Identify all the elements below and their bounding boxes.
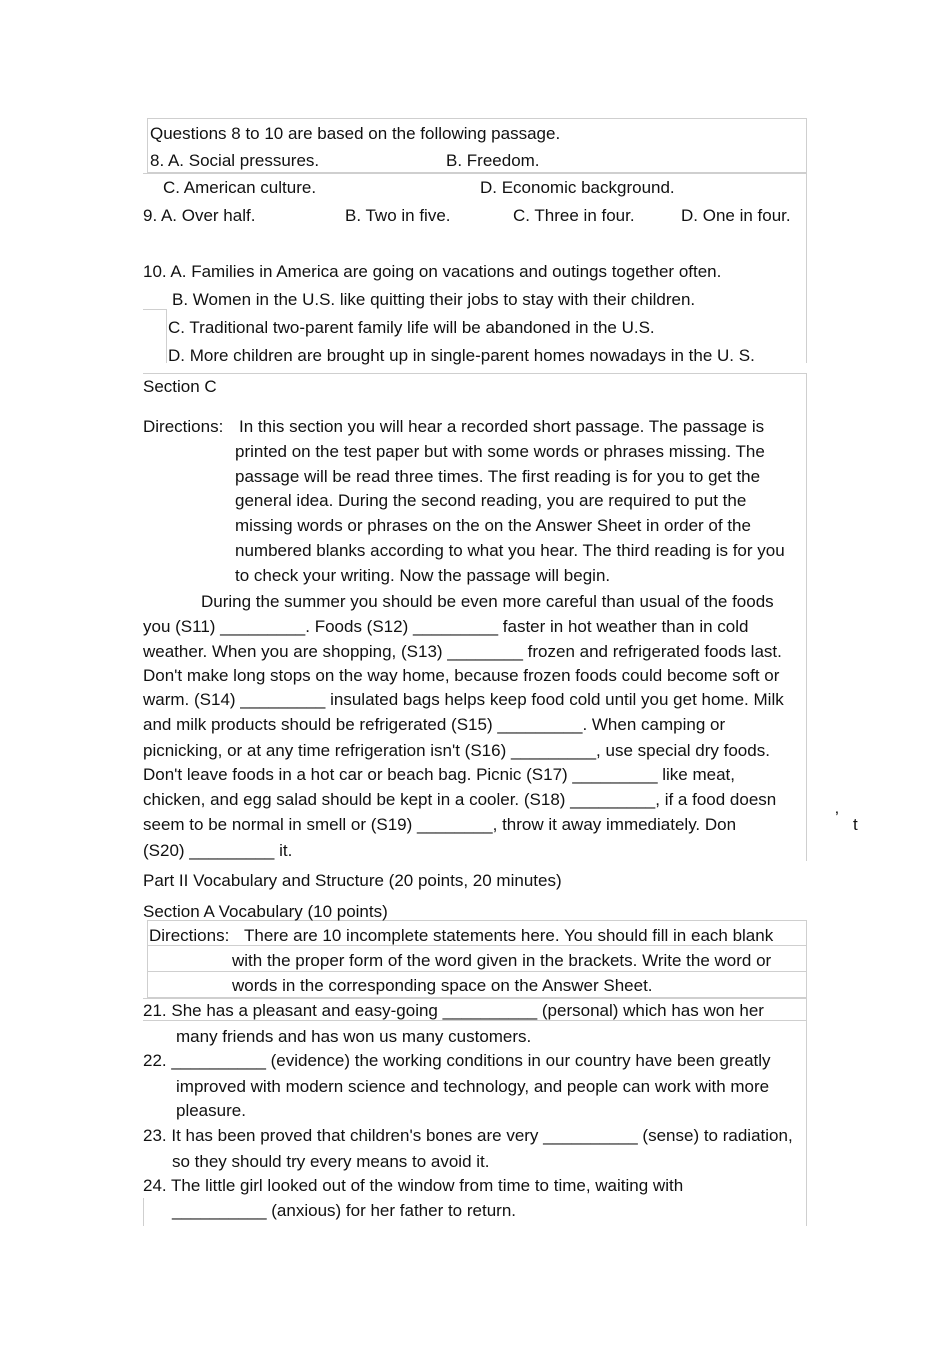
q10-option-a: 10. A. Families in America are going on vacations and outings together often. <box>143 262 722 281</box>
section-c-directions-line: missing words or phrases on the on the Answer Sheet in order of the <box>235 516 751 535</box>
passage-t-char: t <box>853 815 858 834</box>
left-border-lower <box>143 1198 144 1226</box>
directions-part2-divider-2 <box>147 971 807 972</box>
q8-table-divider <box>143 173 807 174</box>
question-24-line: __________ (anxious) for her father to return. <box>172 1201 516 1220</box>
question-21-line: many friends and has won us many customers. <box>176 1027 532 1046</box>
q10-b-underline <box>143 309 167 310</box>
passage-line: and milk products should be refrigerated (S15) _________. When camping or <box>143 715 726 734</box>
part2-section-a-title: Section A Vocabulary (10 points) <box>143 902 388 921</box>
q10-option-c: C. Traditional two-parent family life will be abandoned in the U.S. <box>168 318 655 337</box>
q8-10-intro: Questions 8 to 10 are based on the following passage. <box>150 124 561 143</box>
section-c-title: Section C <box>143 377 217 396</box>
question-21-line: 21. She has a pleasant and easy-going __________ (personal) which has won her <box>143 1001 764 1020</box>
q10-option-b: B. Women in the U.S. like quitting their jobs to stay with their children. <box>172 290 696 309</box>
q9-option-c: C. Three in four. <box>513 206 635 225</box>
part2-directions-label: Directions: <box>149 926 230 945</box>
passage-line: During the summer you should be even more careful than usual of the foods <box>201 592 774 611</box>
question-23-line: so they should try every means to avoid it. <box>172 1152 490 1171</box>
right-border-passage <box>806 591 807 861</box>
passage-line: chicken, and egg salad should be kept in a cooler. (S18) _________, if a food doesn <box>143 790 777 809</box>
right-border-lower <box>806 998 807 1226</box>
passage-line: (S20) _________ it. <box>143 841 293 860</box>
q8-option-d: D. Economic background. <box>480 178 675 197</box>
section-c-directions-line: general idea. During the second reading, you are required to put the <box>235 491 747 510</box>
section-c-directions-label: Directions: <box>143 417 224 436</box>
question-24-line: 24. The little girl looked out of the window from time to time, waiting with <box>143 1176 684 1195</box>
part2-directions-line: words in the corresponding space on the Answer Sheet. <box>232 976 653 995</box>
section-c-directions-line: printed on the test paper but with some words or phrases missing. The <box>235 442 765 461</box>
question-23-line: 23. It has been proved that children's bones are very __________ (sense) to radiation, <box>143 1126 793 1145</box>
part2-title: Part II Vocabulary and Structure (20 points, 20 minutes) <box>143 871 562 890</box>
passage-line: weather. When you are shopping, (S13) ________ frozen and refrigerated foods last. <box>143 642 782 661</box>
passage-line: Don't make long stops on the way home, because frozen foods could become soft or <box>143 666 780 685</box>
section-c-directions-line: numbered blanks according to what you hear. The third reading is for you <box>235 541 785 560</box>
q21-top-line <box>143 998 807 999</box>
part2-directions-line: with the proper form of the word given in the brackets. Write the word or <box>232 951 772 970</box>
right-border-upper <box>806 173 807 363</box>
passage-line: Don't leave foods in a hot car or beach bag. Picnic (S17) _________ like meat, <box>143 765 735 784</box>
q9-option-d: D. One in four. <box>681 206 791 225</box>
question-22-line: 22. __________ (evidence) the working conditions in our country have been greatly <box>143 1051 771 1070</box>
section-c-directions-line: In this section you will hear a recorded short passage. The passage is <box>239 417 765 436</box>
part2-directions-line: There are 10 incomplete statements here. You should fill in each blank <box>244 926 774 945</box>
section-c-directions-line: passage will be read three times. The first reading is for you to get the <box>235 467 761 486</box>
q9-option-a: 9. A. Over half. <box>143 206 256 225</box>
passage-line: warm. (S14) _________ insulated bags helps keep food cold until you get home. Milk <box>143 690 784 709</box>
q10-option-d: D. More children are brought up in single-parent homes nowadays in the U. S. <box>168 346 755 365</box>
question-22-line: improved with modern science and technology, and people can work with more <box>176 1077 770 1096</box>
passage-line: you (S11) _________. Foods (S12) _________ faster in hot weather than in cold <box>143 617 749 636</box>
q8-option-a: 8. A. Social pressures. <box>150 151 320 170</box>
q10-c-left-border <box>166 309 167 363</box>
section-c-directions-line: to check your writing. Now the passage will begin. <box>235 566 611 585</box>
passage-line: picnicking, or at any time refrigeration isn't (S16) _________, use special dry foods. <box>143 741 770 760</box>
q8-option-b: B. Freedom. <box>446 151 540 170</box>
passage-apostrophe: ’ <box>835 808 839 827</box>
q8-option-c: C. American culture. <box>163 178 317 197</box>
passage-line: seem to be normal in smell or (S19) ________, throw it away immediately. Don <box>143 815 737 834</box>
question-22-line: pleasure. <box>176 1101 246 1120</box>
q9-option-b: B. Two in five. <box>345 206 451 225</box>
